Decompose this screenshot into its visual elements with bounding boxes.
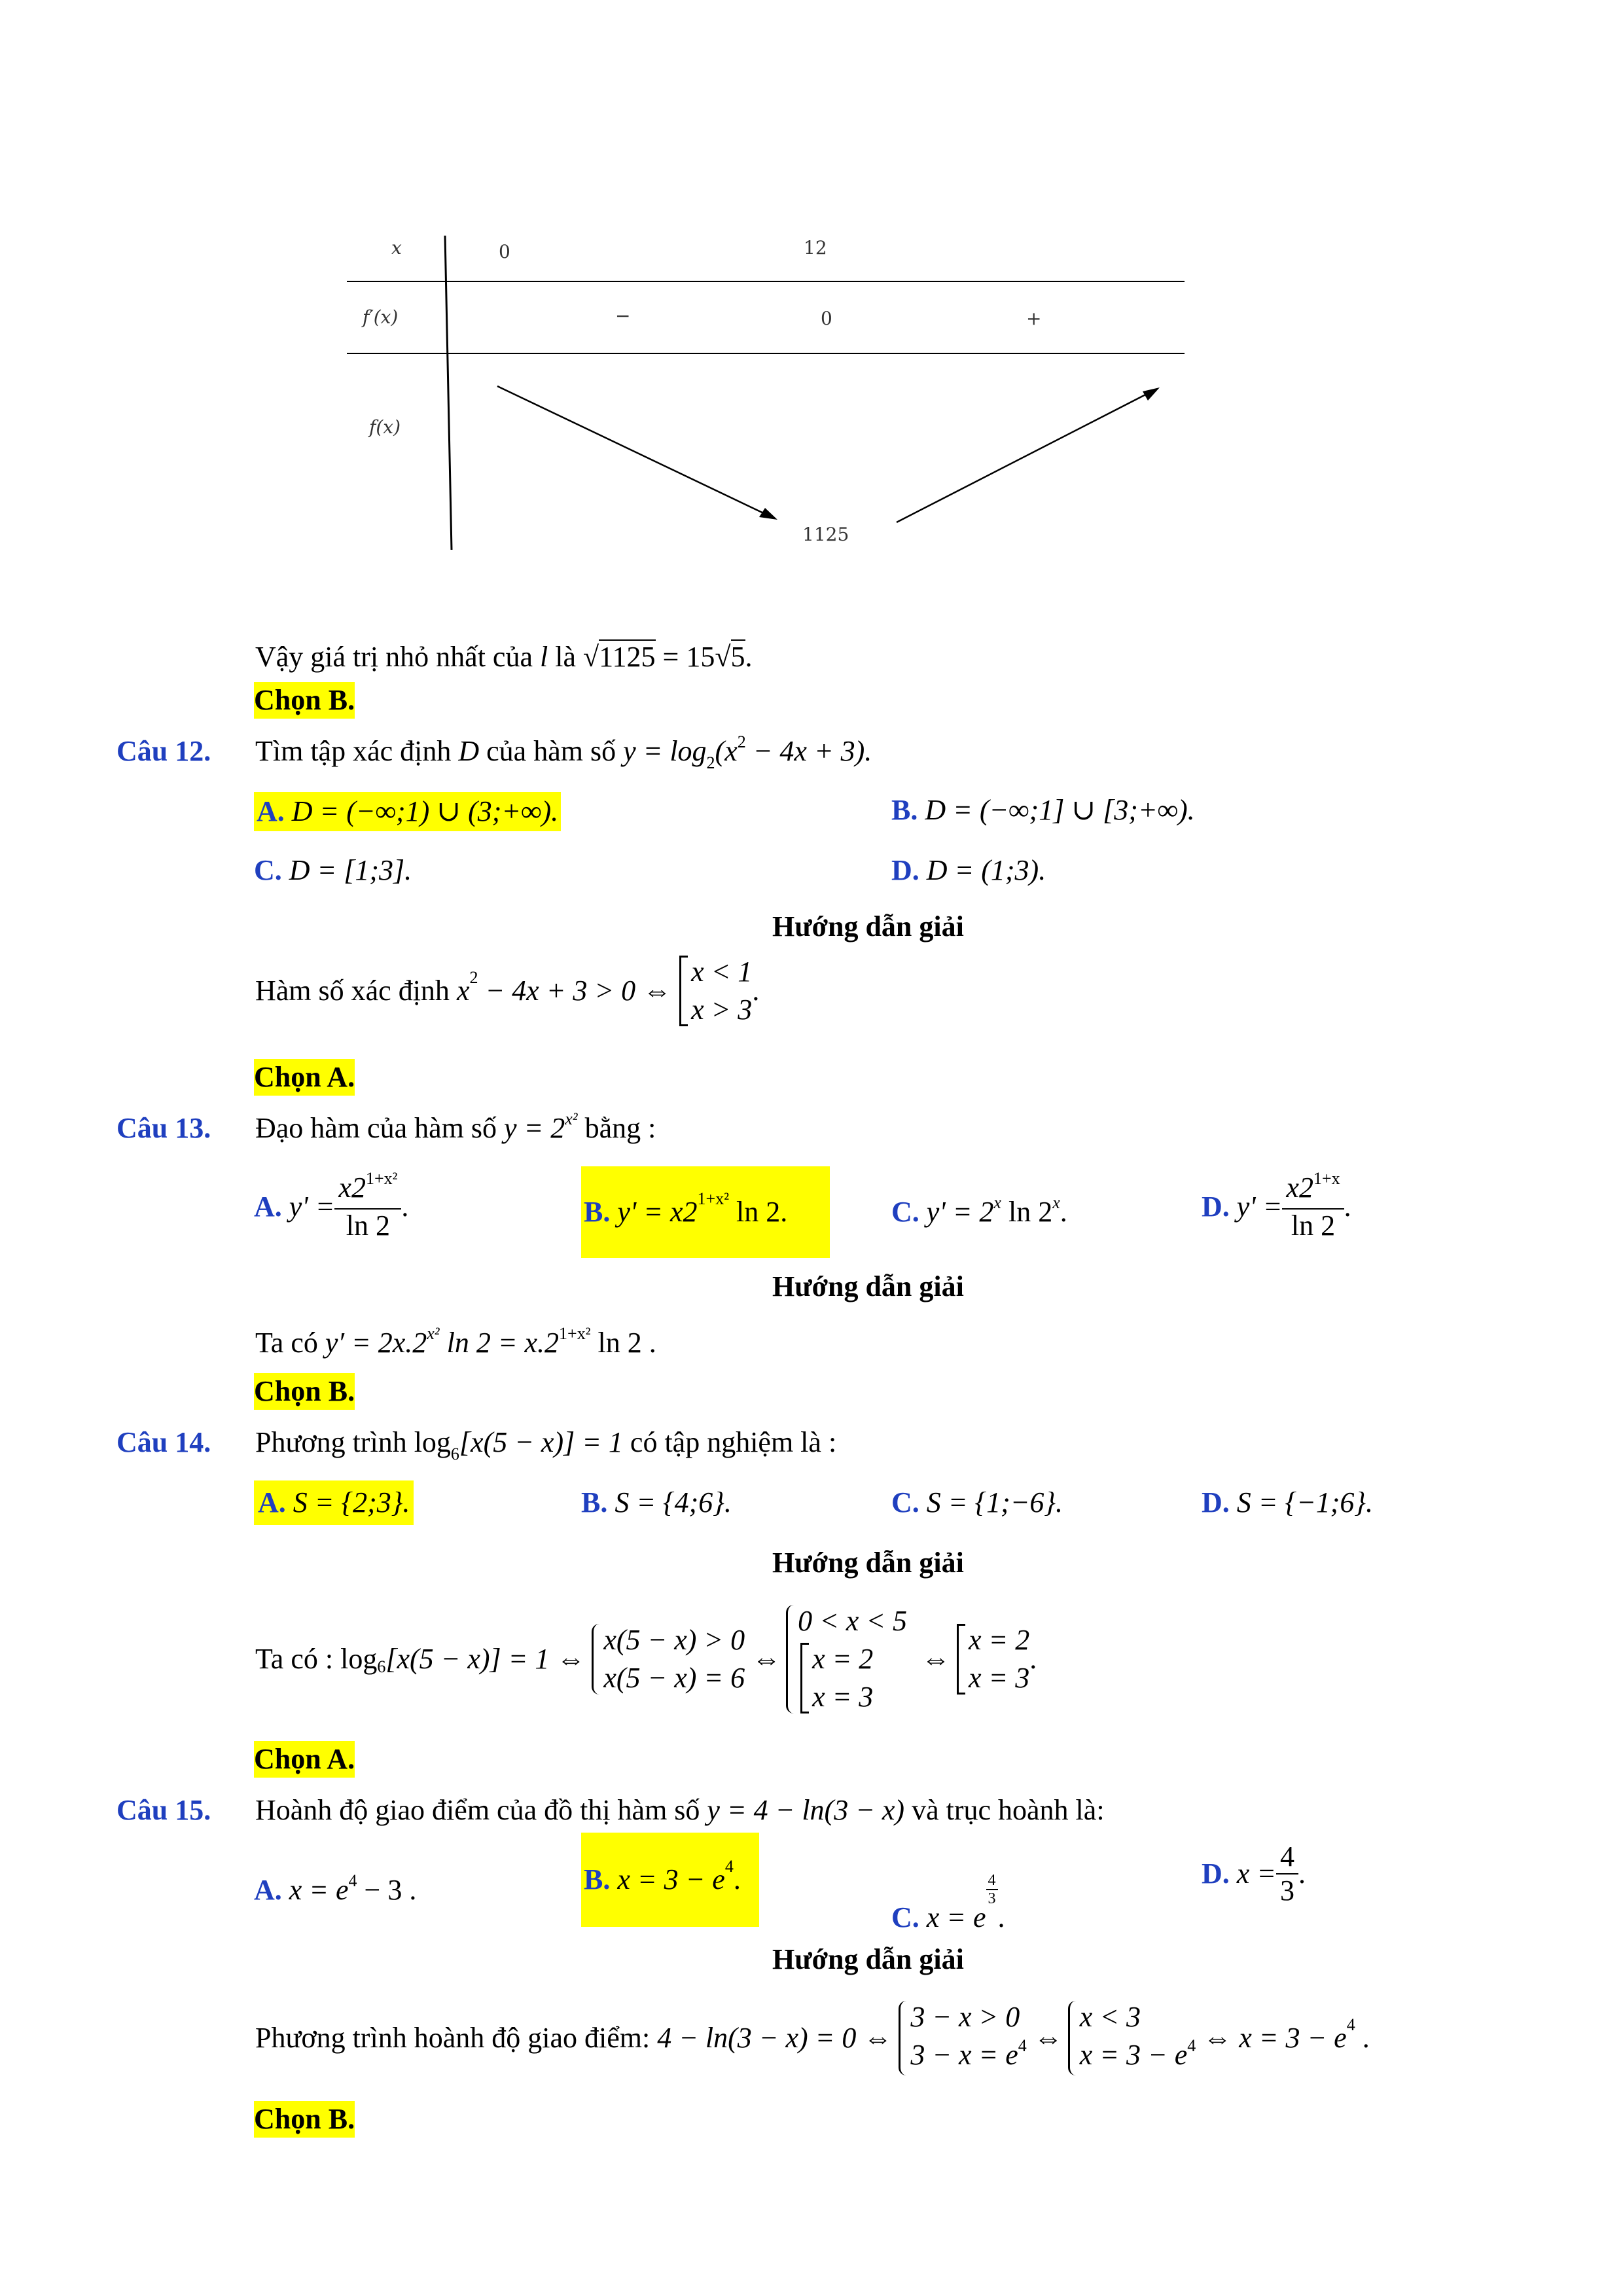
q12-option-b[interactable] (891, 792, 1195, 829)
q14-sys1-l1: x(5 − x) > 0 (603, 1624, 745, 1656)
q12-sol-a: x (456, 975, 470, 1007)
q13-d-frac (1282, 1169, 1344, 1242)
q14-option-d[interactable] (1202, 1484, 1373, 1521)
q12-stem-b: của hàm số (486, 735, 616, 767)
q12-d-label: D. (891, 854, 919, 886)
q13-b-label: B. (584, 1196, 611, 1228)
q15-option-a[interactable] (254, 1872, 416, 1912)
chon-11: Chọn B. (254, 682, 355, 719)
q13-stem-a: Đạo hàm của hàm số (255, 1112, 497, 1144)
q15-a-tail: − 3 . (364, 1874, 417, 1906)
q14-iff2: ⇔ (921, 1643, 950, 1675)
q14-sol-end: . (1029, 1643, 1037, 1675)
q13-c-exp2: x (1052, 1193, 1060, 1212)
q12-base: 2 (706, 753, 715, 772)
q12-solution (255, 953, 759, 1029)
q15-system-2 (1065, 1998, 1196, 2078)
vt-f-min: 1125 (802, 524, 849, 545)
q13-a-num: x2 (338, 1172, 366, 1204)
q15-sol-a: Phương trình hoành độ giao điểm: (255, 2022, 651, 2054)
q12-arg: (x (715, 735, 738, 767)
q14-system-3 (954, 1621, 1029, 1697)
q14-sys3-l1: x = 2 (969, 1624, 1030, 1656)
q14-sys3-l2: x = 3 (969, 1662, 1030, 1694)
q15-stem (255, 1792, 1105, 1829)
chon-12: Chọn A. (254, 1059, 355, 1096)
q15-b-end: . (733, 1863, 741, 1895)
q15-d-den: 3 (1280, 1874, 1295, 1907)
q14-d-label: D. (1202, 1486, 1230, 1518)
q14-d-text: S = {−1;6}. (1236, 1486, 1374, 1518)
sqrt5-arg: 5 (730, 641, 745, 673)
q13-stem (255, 1110, 656, 1151)
q15-sys2-l1: x < 3 (1079, 2001, 1141, 2033)
q12-case2: x > 3 (691, 994, 753, 1026)
q13-d-lhs: y' = (1236, 1191, 1283, 1223)
q13-c-exp: x (993, 1193, 1001, 1212)
q15-sys2-exp: 4 (1187, 2036, 1196, 2055)
q15-sys2-l2: x = 3 − e (1079, 2039, 1188, 2071)
sqrt-arg: 1125 (599, 641, 656, 673)
q15-d-frac (1276, 1840, 1298, 1907)
q12-option-c[interactable] (254, 852, 412, 889)
q14-guide-heading: Hướng dẫn giải (772, 1547, 964, 1579)
q15-solution (255, 1986, 1370, 2090)
q14-sys1-l2: x(5 − x) = 6 (603, 1662, 745, 1694)
q12-sol-text: Hàm số xác định (255, 975, 450, 1007)
q15-stem-a: Hoành độ giao điểm của đồ thị hàm số (255, 1794, 700, 1826)
vt-row-fp-label: f′(x) (363, 306, 399, 328)
q15-d-end: . (1298, 1857, 1306, 1890)
q15-sys1-l2: 3 − x = e (910, 2039, 1018, 2071)
q12-d-text: D = (1;3). (926, 854, 1046, 886)
q15-guide-heading: Hướng dẫn giải (772, 1943, 964, 1975)
q15-d-num: 4 (1276, 1840, 1298, 1874)
q12-stem-D: D (458, 735, 480, 767)
q15-c-text: x = e (926, 1901, 986, 1933)
q13-d-num: x2 (1286, 1172, 1313, 1204)
q15-sys1-exp: 4 (1018, 2036, 1027, 2055)
vt-fp-left-sign: − (615, 305, 631, 327)
q15-d-label: D. (1202, 1857, 1230, 1890)
q13-a-frac (334, 1169, 401, 1242)
q14-option-b[interactable] (581, 1484, 732, 1521)
q15-c-exp-den: 3 (988, 1890, 996, 1907)
conclusion-la: là (555, 641, 576, 673)
q15-label: Câu 15. (116, 1794, 211, 1826)
q12-cases (677, 953, 752, 1029)
q13-a-end: . (401, 1191, 409, 1223)
var-l: l (539, 641, 548, 673)
q13-a-lhs: y' = (289, 1191, 335, 1223)
q13-formula: y = 2 (504, 1112, 565, 1144)
q15-system-1 (896, 1998, 1026, 2078)
q14-system-2 (783, 1602, 907, 1716)
q14-b-label: B. (581, 1486, 608, 1518)
q13-b-text: y' = x2 (617, 1196, 698, 1228)
q14-a-text: S = {2;3}. (293, 1486, 410, 1518)
q15-d-lhs: x = (1236, 1857, 1277, 1890)
q12-sol-b: − 4x + 3 > 0 ⇔ (485, 975, 672, 1007)
q12-a-text: D = (−∞;1) ∪ (3;+∞). (291, 795, 559, 827)
q13-guide-heading: Hướng dẫn giải (772, 1270, 964, 1302)
q15-stem-b: và trục hoành là: (912, 1794, 1105, 1826)
q15-option-c[interactable] (891, 1872, 1005, 1936)
q14-stem-b: có tập nghiệm là : (630, 1426, 837, 1458)
q14-base: 6 (450, 1444, 459, 1463)
vt-fp-zero: 0 (821, 308, 832, 329)
q14-log: log (414, 1426, 451, 1458)
q15-sol-b: 4 − ln(3 − x) = 0 ⇔ (657, 2022, 893, 2054)
sqrt-symbol-2: √ (715, 641, 731, 673)
q14-b-text: S = {4;6}. (615, 1486, 732, 1518)
q13-sol-exp2: 1+x² (559, 1324, 591, 1343)
q14-sol-arg: [x(5 − x)] = 1 ⇔ (385, 1643, 586, 1675)
q13-c-mid: ln 2 (1008, 1196, 1053, 1228)
q14-sol-base: 6 (377, 1657, 386, 1676)
q13-option-c[interactable] (891, 1194, 1067, 1234)
q15-sys1-l1: 3 − x > 0 (910, 2001, 1020, 2033)
q12-c-label: C. (254, 854, 282, 886)
q13-a-num-exp: 1+x² (365, 1169, 398, 1188)
q15-option-b[interactable] (581, 1833, 759, 1927)
q12-rest: − 4x + 3). (753, 735, 872, 767)
q14-iff: ⇔ (752, 1643, 781, 1675)
q13-a-den: ln 2 (346, 1210, 391, 1242)
sqrt-symbol: √ (582, 641, 599, 673)
q14-stem (255, 1424, 836, 1465)
vt-row-f-label: f(x) (369, 416, 401, 438)
q13-sol-a: Ta có (255, 1327, 318, 1359)
q13-d-den: ln 2 (1291, 1210, 1336, 1242)
q12-b-label: B. (891, 794, 918, 826)
q12-guide-heading: Hướng dẫn giải (772, 910, 964, 942)
q13-b-tail: ln 2. (736, 1196, 788, 1228)
vt-row-x-label: x (391, 237, 402, 259)
q13-exp: x² (565, 1109, 578, 1128)
q14-c-label: C. (891, 1486, 919, 1518)
vt-x-start: 0 (499, 241, 510, 262)
q12-option-d[interactable] (891, 852, 1046, 889)
q15-a-text: x = e (289, 1874, 349, 1906)
vt-x-mid: 12 (804, 237, 827, 259)
q13-b-exp: 1+x² (697, 1189, 729, 1208)
chon-14: Chọn A. (254, 1741, 355, 1778)
q13-d-label: D. (1202, 1191, 1230, 1223)
q15-a-label: A. (254, 1874, 282, 1906)
q14-option-c[interactable] (891, 1484, 1063, 1521)
q13-a-label: A. (254, 1191, 282, 1223)
q12-c-text: D = [1;3]. (289, 854, 412, 886)
q15-c-label: C. (891, 1901, 919, 1933)
q12-sq: 2 (737, 732, 746, 751)
q12-option-a[interactable] (254, 792, 561, 831)
q15-c-exp-num: 4 (986, 1872, 998, 1890)
q12-case1: x < 1 (691, 956, 753, 988)
chon-13: Chọn B. (254, 1373, 355, 1410)
q12-stem-a: Tìm tập xác định (255, 735, 452, 767)
q12-sol-end: . (752, 975, 760, 1007)
q14-sys2-l3: x = 3 (812, 1681, 874, 1713)
q15-c-exp-frac (986, 1872, 998, 1907)
q14-label: Câu 14. (116, 1426, 211, 1458)
q12-sol-sq: 2 (469, 968, 478, 987)
q12-formula: y = log (623, 735, 707, 767)
q13-c-end: . (1060, 1196, 1067, 1228)
conclusion-text: Vậy giá trị nhỏ nhất của (255, 641, 533, 673)
conclusion-end: . (745, 641, 753, 673)
variation-table-lines (340, 223, 1191, 563)
q13-label: Câu 13. (116, 1112, 211, 1144)
vt-fp-right-sign: + (1026, 308, 1042, 329)
q13-option-a[interactable] (254, 1169, 409, 1242)
q14-sol-a: Ta có : (255, 1643, 334, 1675)
q14-a-label: A. (258, 1486, 286, 1518)
q13-c-label: C. (891, 1196, 919, 1228)
q12-b-text: D = (−∞;1] ∪ [3;+∞). (925, 794, 1195, 826)
q12-a-label: A. (257, 795, 285, 827)
conclusion-line (255, 639, 753, 675)
q14-c-text: S = {1;−6}. (926, 1486, 1063, 1518)
q14-sol-log: log (340, 1643, 378, 1675)
q14-sys2-bracket (798, 1640, 873, 1716)
q14-arg: [x(5 − x)] = 1 (459, 1426, 623, 1458)
q15-option-d[interactable] (1202, 1840, 1306, 1907)
q14-stem-a: Phương trình (255, 1426, 407, 1458)
q13-stem-b: bằng : (584, 1112, 656, 1144)
q15-formula: y = 4 − ln(3 − x) (707, 1794, 905, 1826)
q15-b-exp: 4 (724, 1857, 734, 1876)
q13-option-b[interactable] (581, 1166, 830, 1258)
q13-d-end: . (1344, 1191, 1351, 1223)
chon-15: Chọn B. (254, 2101, 355, 2138)
q13-option-d[interactable] (1202, 1169, 1351, 1242)
q14-solution (255, 1584, 1037, 1734)
q12-label: Câu 12. (116, 735, 211, 767)
q12-stem (255, 733, 872, 774)
q15-b-text: x = 3 − e (617, 1863, 725, 1895)
q13-sol-d: ln 2 . (597, 1327, 656, 1359)
q15-b-label: B. (584, 1863, 611, 1895)
q15-sol-end: . (1362, 2022, 1370, 2054)
q14-system-1 (589, 1621, 745, 1697)
q15-iff: ⇔ (1033, 2022, 1063, 2054)
q13-c-text: y' = 2 (926, 1196, 994, 1228)
q14-sys2-l2: x = 2 (812, 1643, 874, 1675)
conclusion-eq: = 15 (662, 641, 715, 673)
q15-c-end: . (997, 1901, 1005, 1933)
q13-sol-exp1: x² (427, 1324, 440, 1343)
q15-sol-exp: 4 (1346, 2015, 1355, 2034)
q13-sol-b: y′ = 2x.2 (325, 1327, 427, 1359)
q13-sol-c: ln 2 = x.2 (446, 1327, 560, 1359)
q14-option-a[interactable] (254, 1480, 414, 1525)
q13-solution (255, 1325, 656, 1365)
q15-a-exp: 4 (348, 1871, 357, 1890)
q15-sol-c: ⇔ x = 3 − e (1203, 2022, 1347, 2054)
q14-sys2-l1: 0 < x < 5 (798, 1605, 907, 1637)
q13-d-num-exp: 1+x (1313, 1169, 1340, 1188)
